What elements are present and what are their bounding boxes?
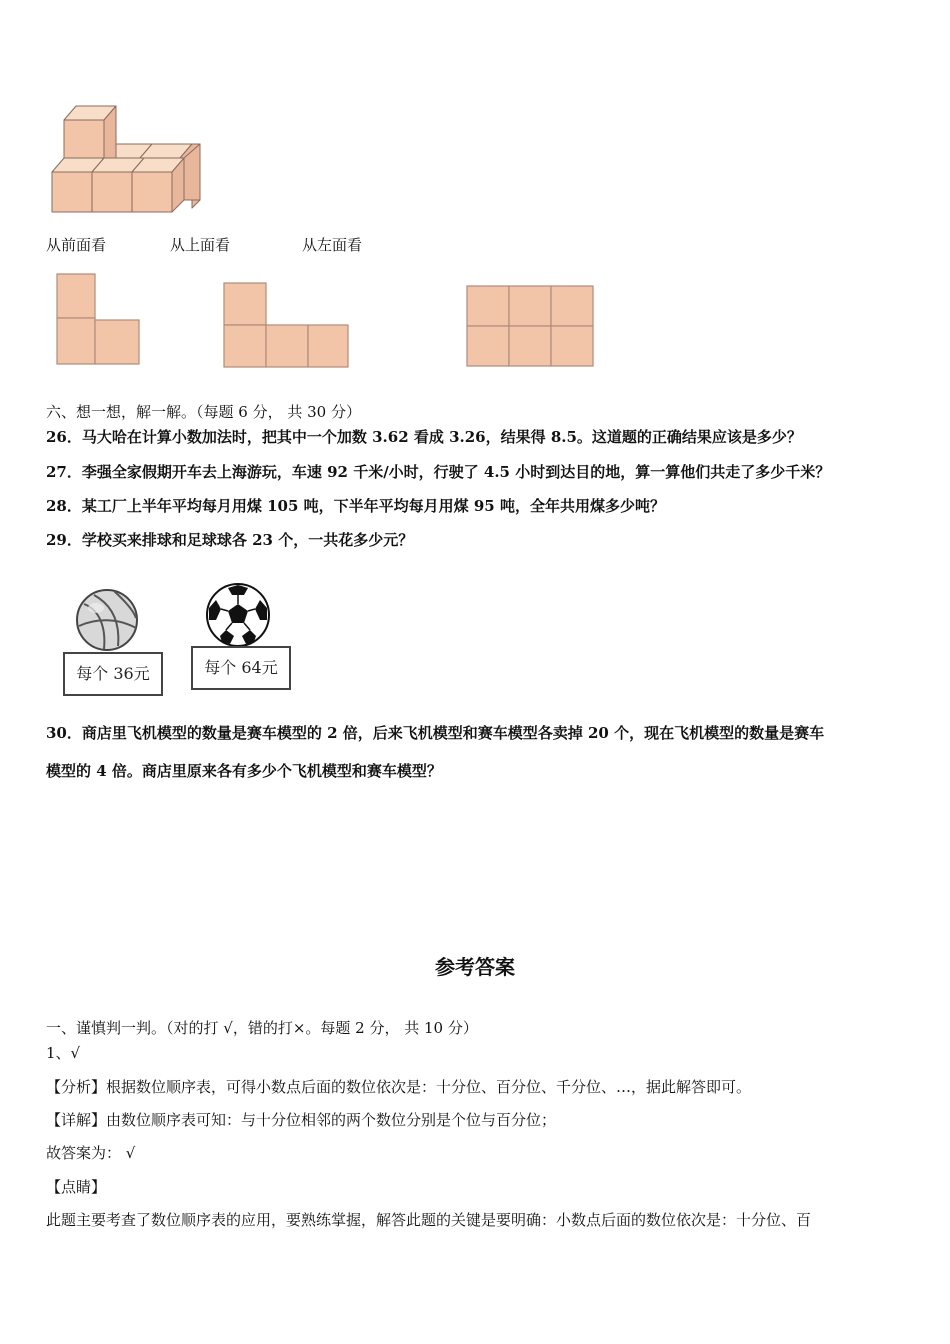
answer-final: 故答案为： √ [46, 1144, 136, 1162]
answer-comment-label: 【点睛】 [46, 1178, 107, 1196]
question-30-line2: 模型的 4 倍。商店里原来各有多少个飞机模型和赛车模型？ [46, 762, 442, 780]
volleyball-price-label: 每个 36元 [63, 652, 163, 696]
answer-analysis: 【分析】根据数位顺序表，可得小数点后面的数位依次是：十分位、百分位、千分位、…，据此解答即可。 [46, 1078, 752, 1096]
answer-item-1: 1、√ [46, 1044, 81, 1062]
question-26: 26．马大哈在计算小数加法时，把其中一个加数 3.62 看成 3.26，结果得 8.5。这道题的正确结果应该是多少？ [46, 428, 802, 446]
question-27: 27．李强全家假期开车去上海游玩，车速 92 千米/小时，行驶了 4.5 小时到达目的地，算一算他们共走了多少千米？ [46, 463, 831, 481]
answers-title: 参考答案 [435, 955, 515, 979]
football-icon [204, 582, 272, 648]
view-label-left: 从左面看 [302, 236, 363, 254]
question-30-line1: 30．商店里飞机模型的数量是赛车模型的 2 倍，后来飞机模型和赛车模型各卖掉 20 个，现在飞机模型的数量是赛车 [46, 724, 825, 742]
answer-comment: 此题主要考查了数位顺序表的应用，要熟练掌握，解答此题的关键是要明确：小数点后面的数位依次是：十分位、百 [46, 1211, 812, 1229]
answers-section1-heading: 一、谨慎判一判。（对的打 √，错的打×。每题 2 分， 共 10 分） [46, 1019, 478, 1037]
volleyball-icon [74, 588, 140, 652]
answer-detail: 【详解】由数位顺序表可知：与十分位相邻的两个数位分别是个位与百分位； [46, 1111, 557, 1129]
view-option-b [222, 281, 352, 371]
cube-stack-figure [48, 100, 208, 218]
view-label-top: 从上面看 [170, 236, 231, 254]
football-price-label: 每个 64元 [191, 646, 291, 690]
view-option-c [465, 284, 597, 368]
view-option-a [55, 272, 143, 368]
question-29: 29．学校买来排球和足球球各 23 个，一共花多少元？ [46, 531, 414, 549]
section6-heading: 六、想一想，解一解。（每题 6 分， 共 30 分） [46, 403, 361, 421]
view-label-front: 从前面看 [46, 236, 107, 254]
question-28: 28．某工厂上半年平均每月用煤 105 吨，下半年平均每月用煤 95 吨，全年共用煤多少吨？ [46, 497, 665, 515]
